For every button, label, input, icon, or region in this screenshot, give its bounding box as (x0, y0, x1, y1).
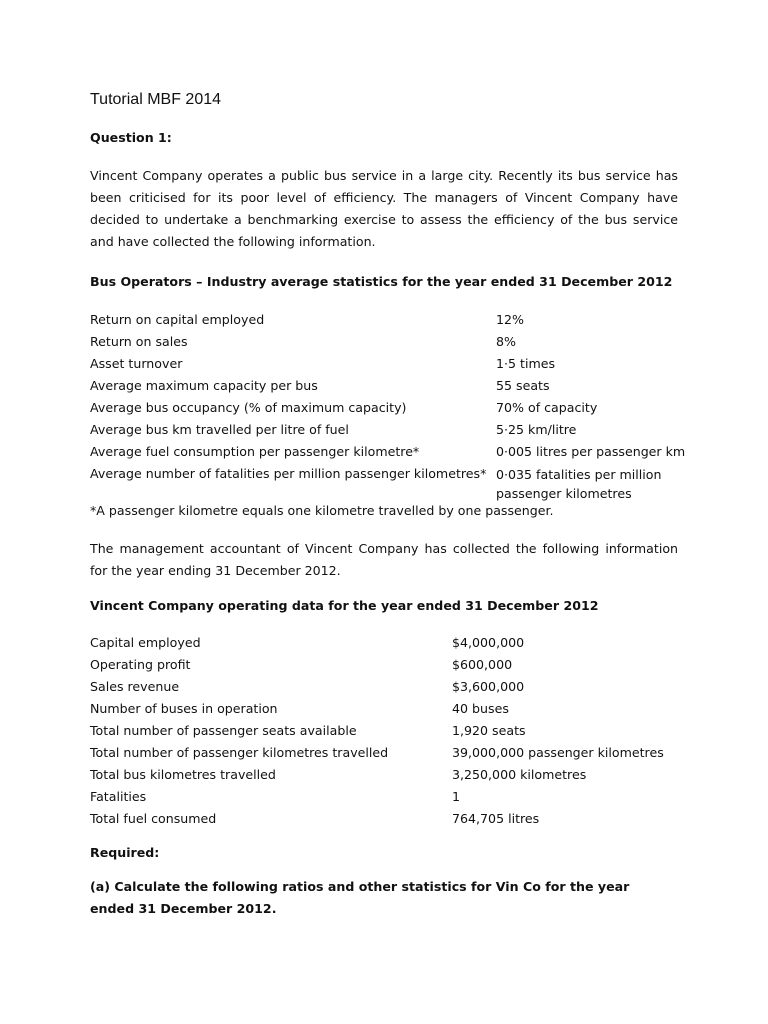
table-row (90, 654, 690, 676)
table-row (90, 764, 690, 786)
row-value: 764,705 litres (452, 811, 540, 826)
row-label: Return on capital employed (90, 312, 265, 327)
row-label: Return on sales (90, 334, 188, 349)
row-value: $600,000 (452, 657, 513, 672)
row-value: 40 buses (452, 701, 509, 716)
table-row (90, 375, 690, 397)
question-heading: Question 1: (90, 130, 172, 145)
row-value: $3,600,000 (452, 679, 525, 694)
row-value: 1·5 times (496, 356, 556, 371)
industry-heading: Bus Operators – Industry average statistics for the year ended 31 December 2012 (90, 274, 673, 289)
row-label: Capital employed (90, 635, 201, 650)
document-title: Tutorial MBF 2014 (90, 91, 222, 108)
row-label: Fatalities (90, 789, 147, 804)
intro-paragraph: Vincent Company operates a public bus service in a large city. Recently its bus service has been criticised for its poor level of efficiency. The managers of Vincent Company have decided to undertake a benchmarking exercise to assess the efficiency of the bus service and have collected the following information. (90, 168, 678, 249)
row-value: 12% (496, 312, 524, 327)
table-row (90, 309, 690, 331)
row-label: Sales revenue (90, 679, 180, 694)
table-row (90, 698, 690, 720)
row-value: 8% (496, 334, 516, 349)
row-value: 1,920 seats (452, 723, 526, 738)
table-row (90, 808, 690, 830)
row-value: $4,000,000 (452, 635, 525, 650)
row-value: 3,250,000 kilometres (452, 767, 587, 782)
table-row (90, 353, 690, 375)
row-label: Number of buses in operation (90, 701, 278, 716)
row-value: 5·25 km/litre (496, 422, 577, 437)
row-label: Total number of passenger seats available (90, 723, 357, 738)
row-value: 70% of capacity (496, 400, 598, 415)
table-row (90, 676, 690, 698)
table-row (90, 463, 690, 503)
table-row (90, 419, 690, 441)
table-row (90, 786, 690, 808)
part-a-question: (a) Calculate the following ratios and other statistics for Vin Co for the year ended 31 December 2012. (90, 879, 630, 916)
row-label: Total number of passenger kilometres travelled (90, 745, 389, 760)
table-row (90, 397, 690, 419)
row-label: Asset turnover (90, 356, 183, 371)
required-heading: Required: (90, 845, 160, 860)
row-label: Total fuel consumed (90, 811, 217, 826)
row-value: 0·035 fatalities per million passenger kilometres (496, 467, 662, 501)
table-row (90, 720, 690, 742)
company-heading: Vincent Company operating data for the year ended 31 December 2012 (90, 598, 599, 613)
footnote: *A passenger kilometre equals one kilometre travelled by one passenger. (90, 503, 554, 518)
table-row (90, 742, 690, 764)
row-label: Average maximum capacity per bus (90, 378, 318, 393)
row-value: 0·005 litres per passenger km (496, 444, 686, 459)
table-row (90, 632, 690, 654)
row-label: Average bus km travelled per litre of fuel (90, 422, 349, 437)
row-value: 55 seats (496, 378, 550, 393)
row-label: Operating profit (90, 657, 191, 672)
table-row (90, 441, 690, 463)
row-value: 1 (452, 789, 461, 804)
row-label: Average bus occupancy (% of maximum capacity) (90, 400, 407, 415)
row-label: Average number of fatalities per million passenger kilometres* (90, 466, 487, 481)
table-row (90, 331, 690, 353)
row-label: Total bus kilometres travelled (90, 767, 276, 782)
row-label: Average fuel consumption per passenger kilometre* (90, 444, 420, 459)
accountant-paragraph: The management accountant of Vincent Company has collected the following information for the year ending 31 December 2012. (90, 541, 678, 578)
row-value: 39,000,000 passenger kilometres (452, 745, 664, 760)
